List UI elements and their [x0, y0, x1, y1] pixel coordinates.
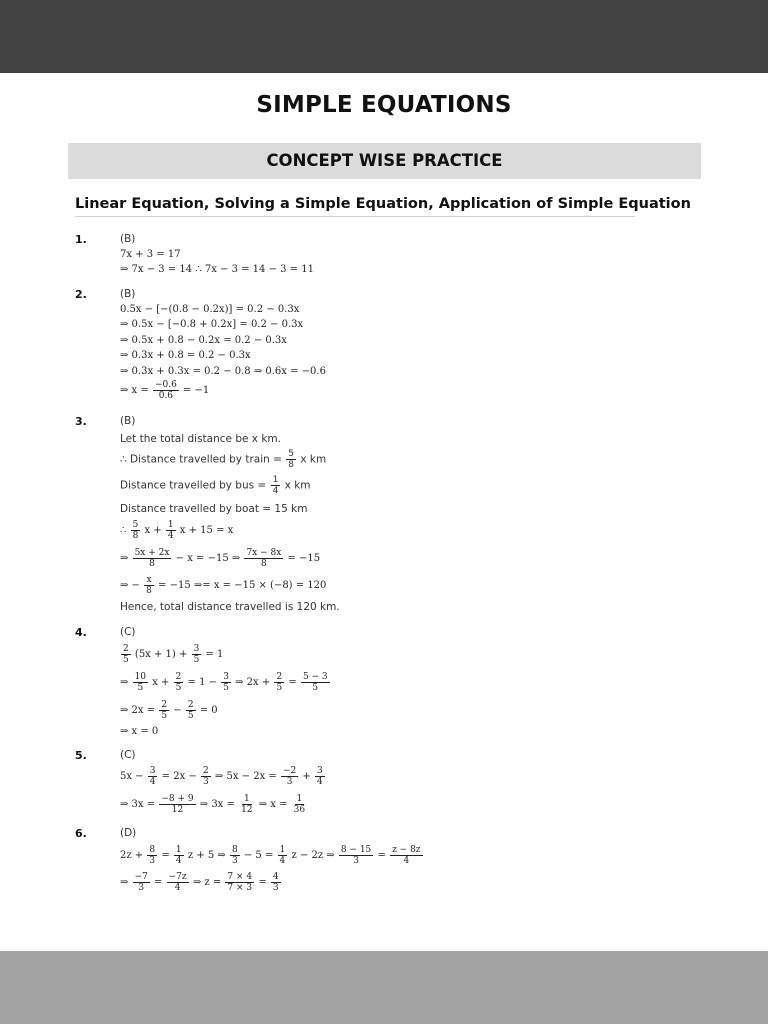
equation-part: = [377, 850, 386, 861]
denominator: 5 [161, 711, 168, 721]
answer-option: (B) [120, 233, 136, 245]
solution-line: Let the total distance be x km. [120, 433, 281, 445]
denominator: 4 [317, 777, 323, 787]
numerator: 3 [149, 766, 156, 776]
fraction [339, 845, 373, 866]
numerator: 4 [272, 872, 279, 882]
equation-part: z − 2z ⇒ [291, 850, 335, 861]
equation-part: = [161, 850, 170, 861]
equation-part: x + [152, 677, 170, 688]
section-banner: CONCEPT WISE PRACTICE [68, 143, 701, 179]
answer-option: (B) [120, 288, 136, 300]
equation-part: ⇒ [120, 553, 129, 564]
question-number: 4. [75, 626, 87, 639]
denominator: 3 [149, 856, 156, 866]
fraction [121, 644, 131, 665]
equation-part: ⇒ 2x = [120, 705, 156, 716]
solution-line: 0.5x − [−(0.8 − 0.2x)] = 0.2 − 0.3x [120, 304, 300, 315]
numerator: 2 [276, 672, 283, 682]
denominator: 8 [288, 460, 294, 470]
equation-part: x + 15 = x [179, 525, 234, 536]
answer-option: (C) [120, 626, 136, 638]
denominator: 3 [286, 777, 293, 787]
denominator: 4 [174, 883, 181, 893]
denominator: 8 [261, 559, 267, 569]
equation-part: ⇒ z = [192, 877, 222, 888]
equation-part: ⇒ 3x = [120, 799, 156, 810]
numerator: 5 [288, 449, 294, 459]
section-heading: Linear Equation, Solving a Simple Equation, Application of Simple Equation [75, 196, 635, 217]
numerator: 1 [296, 794, 303, 804]
page-title: SIMPLE EQUATIONS [256, 92, 512, 118]
equation-part: = 1 − [187, 677, 218, 688]
fraction [301, 672, 330, 693]
numerator: 2 [123, 644, 129, 654]
solution-line [120, 872, 282, 893]
fraction [147, 845, 157, 866]
denominator: 4 [175, 856, 182, 866]
fraction [144, 575, 154, 596]
top-bar [0, 0, 768, 73]
numerator: 5x + 2x [134, 548, 170, 558]
numerator: 2 [187, 700, 194, 710]
solution-line: 7x + 3 = 17 [120, 249, 181, 260]
question-number: 3. [75, 415, 87, 428]
solution-line [120, 766, 326, 787]
fraction [239, 794, 254, 815]
equation-part: Distance travelled by bus = [120, 479, 267, 492]
denominator: 3 [231, 856, 238, 866]
denominator: 12 [241, 805, 253, 815]
denominator: 8 [149, 559, 155, 569]
fraction [230, 845, 240, 866]
numerator: x [146, 575, 152, 585]
equation-part: = [154, 877, 163, 888]
answer-option: (D) [120, 827, 137, 839]
fraction [286, 449, 296, 470]
solution-line: Distance travelled by boat = 15 km [120, 503, 308, 515]
fraction [148, 766, 158, 787]
equation-part: − [173, 705, 182, 716]
solution-line: ⇒ 7x − 3 = 14 ∴ 7x − 3 = 14 − 3 = 11 [120, 264, 314, 275]
fraction [274, 672, 284, 693]
bottom-bar [0, 951, 768, 1024]
denominator: 12 [171, 805, 184, 815]
fraction [192, 644, 202, 665]
denominator: 7 × 3 [227, 883, 253, 893]
solution-line [120, 794, 308, 815]
fraction [221, 672, 231, 693]
equation-part: = [258, 877, 267, 888]
numerator: 5 [132, 520, 139, 530]
fraction [225, 872, 254, 893]
numerator: z − 8z [392, 845, 421, 855]
denominator: 3 [272, 883, 279, 893]
fraction [278, 845, 288, 866]
fraction [133, 672, 148, 693]
fraction [244, 548, 283, 569]
numerator: 2 [175, 672, 182, 682]
solution-line [120, 644, 223, 665]
equation-part: x km [284, 479, 311, 492]
fraction [174, 845, 184, 866]
denominator: 0.6 [158, 391, 174, 401]
equation-part: ⇒ 2x + [235, 677, 271, 688]
equation-part: x km [300, 453, 327, 466]
fraction [271, 872, 281, 893]
numerator: 7x − 8x [246, 548, 282, 558]
equation-part: ⇒ x = [120, 385, 149, 396]
question-number: 6. [75, 827, 87, 840]
numerator: 3 [317, 766, 323, 776]
equation-part: ⇒ [120, 677, 129, 688]
denominator: 36 [293, 805, 306, 815]
numerator: 1 [272, 475, 279, 485]
equation-part: = 0 [199, 705, 218, 716]
equation-part: − x = −15 ⇒ [175, 553, 241, 564]
equation-part: 5x − [120, 771, 144, 782]
denominator: 5 [193, 655, 200, 665]
question-number: 1. [75, 233, 87, 246]
fraction [131, 520, 141, 541]
denominator: 5 [123, 655, 129, 665]
fraction [292, 794, 307, 815]
solution-line [120, 449, 326, 470]
fraction [166, 520, 176, 541]
fraction [201, 766, 211, 787]
numerator: 1 [279, 845, 286, 855]
denominator: 3 [202, 777, 209, 787]
denominator: 4 [279, 856, 286, 866]
equation-part: 2z + [120, 850, 144, 861]
equation-part: x + [144, 525, 162, 536]
equation-part: ⇒ − [120, 580, 140, 591]
fraction [281, 766, 298, 787]
numerator: −7 [134, 872, 148, 882]
equation-part: = −1 [183, 385, 210, 396]
denominator: 3 [138, 883, 145, 893]
answer-option: (B) [120, 415, 136, 427]
denominator: 4 [403, 856, 410, 866]
fraction [167, 872, 189, 893]
solution-line [120, 575, 326, 596]
solution-line: ⇒ 0.5x − [−0.8 + 0.2x] = 0.2 − 0.3x [120, 319, 304, 330]
numerator: 2 [161, 700, 168, 710]
solution-line: Hence, total distance travelled is 120 km. [120, 601, 340, 613]
numerator: 8 [149, 845, 156, 855]
solution-line [120, 475, 311, 496]
fraction [159, 700, 169, 721]
fraction [186, 700, 196, 721]
solution-line: ⇒ 0.5x + 0.8 − 0.2x = 0.2 − 0.3x [120, 335, 287, 346]
numerator: 8 − 15 [340, 845, 372, 855]
numerator: 1 [167, 520, 174, 530]
denominator: 3 [353, 856, 359, 866]
equation-part: ⇒ x = [258, 799, 288, 810]
equation-part: ⇒ 3x = [199, 799, 235, 810]
equation-part: ∴ Distance travelled by train = [120, 453, 282, 466]
solution-line [120, 380, 209, 401]
solution-line [120, 672, 331, 693]
equation-part: = −15 [287, 553, 321, 564]
numerator: 10 [134, 672, 147, 682]
answer-option: (C) [120, 749, 136, 761]
numerator: 5 − 3 [302, 672, 328, 682]
equation-part: = 1 [205, 649, 224, 660]
numerator: −7z [168, 872, 187, 882]
fraction [153, 380, 179, 401]
fraction [159, 794, 195, 815]
denominator: 8 [132, 531, 139, 541]
equation-part: (5x + 1) + [134, 649, 188, 660]
numerator: 3 [193, 644, 200, 654]
denominator: 5 [276, 683, 283, 693]
numerator: −0.6 [154, 380, 177, 390]
denominator: 4 [167, 531, 174, 541]
question-number: 5. [75, 749, 87, 762]
numerator: −8 + 9 [161, 794, 194, 804]
solution-line [120, 520, 233, 541]
solution-line: ⇒ x = 0 [120, 726, 159, 737]
numerator: 2 [202, 766, 209, 776]
denominator: 4 [272, 486, 279, 496]
denominator: 5 [223, 683, 229, 693]
equation-part: ⇒ 5x − 2x = [214, 771, 277, 782]
fraction [315, 766, 325, 787]
equation-part: − 5 = [243, 850, 274, 861]
equation-part: + [302, 771, 311, 782]
equation-part: = −15 ⇒= x = −15 × (−8) = 120 [158, 580, 327, 591]
denominator: 5 [312, 683, 319, 693]
denominator: 5 [175, 683, 182, 693]
solution-line: ⇒ 0.3x + 0.8 = 0.2 − 0.3x [120, 350, 251, 361]
numerator: 7 × 4 [227, 872, 253, 882]
equation-part: z + 5 ⇒ [187, 850, 226, 861]
denominator: 5 [137, 683, 144, 693]
numerator: 1 [243, 794, 250, 804]
numerator: −2 [282, 766, 297, 776]
fraction [133, 548, 172, 569]
solution-line: ⇒ 0.3x + 0.3x = 0.2 − 0.8 ⇒ 0.6x = −0.6 [120, 366, 326, 377]
numerator: 8 [231, 845, 238, 855]
fraction [174, 672, 184, 693]
solution-line [120, 845, 424, 866]
solution-line [120, 548, 320, 569]
denominator: 5 [187, 711, 194, 721]
question-number: 2. [75, 288, 87, 301]
equation-part: ∴ [120, 525, 127, 536]
equation-part: = [288, 677, 297, 688]
fraction [271, 475, 281, 496]
denominator: 8 [146, 586, 152, 596]
equation-part: ⇒ [120, 877, 129, 888]
fraction [390, 845, 422, 866]
solution-line [120, 700, 218, 721]
denominator: 4 [149, 777, 156, 787]
numerator: 3 [223, 672, 229, 682]
fraction [133, 872, 150, 893]
equation-part: = 2x − [161, 771, 197, 782]
numerator: 1 [175, 845, 182, 855]
